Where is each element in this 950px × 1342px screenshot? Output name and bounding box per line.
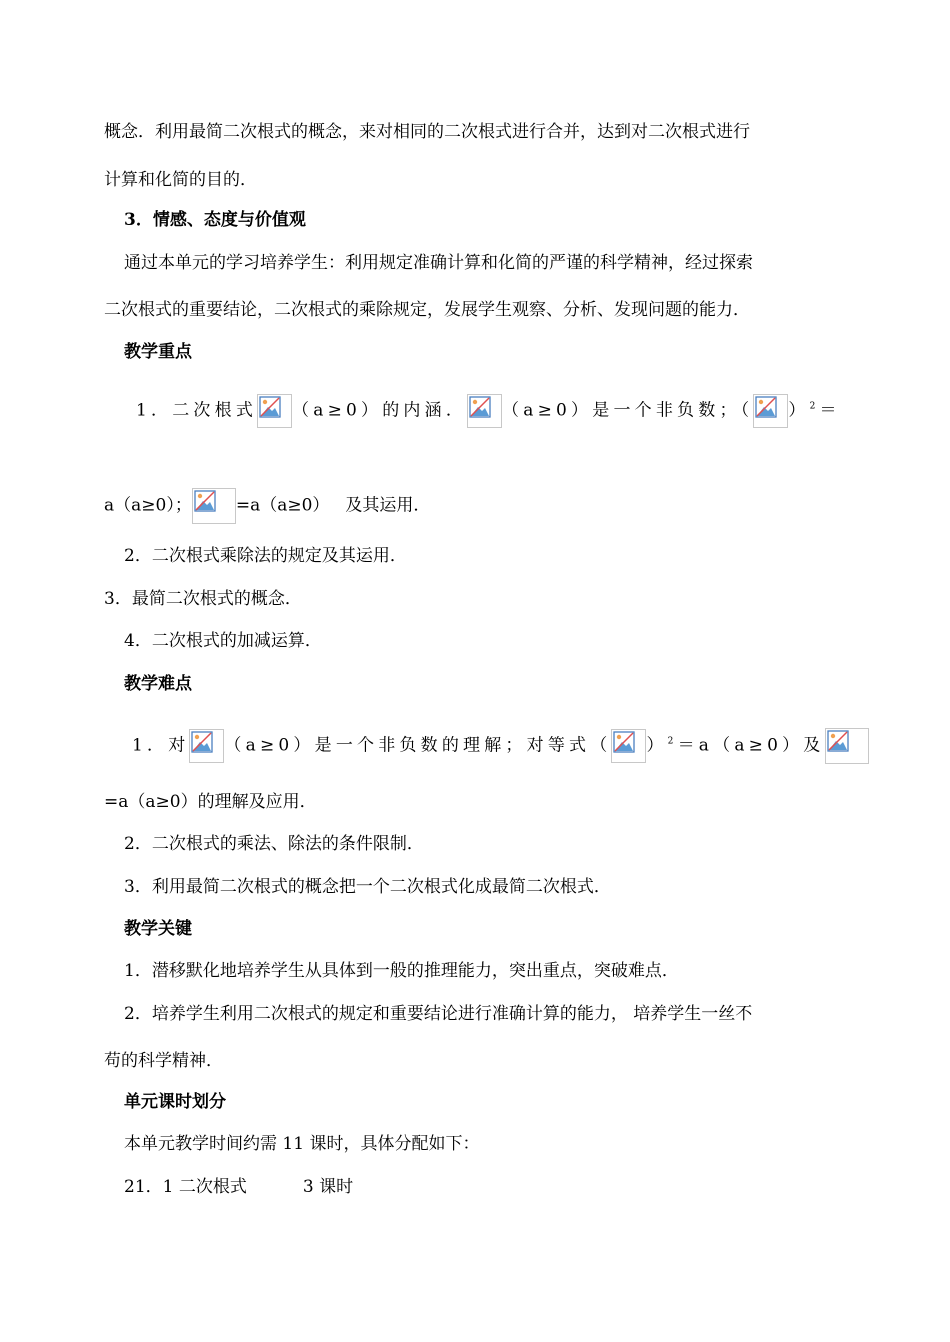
emotion-line-1: 通过本单元的学习培养学生：利用规定准确计算和化简的严谨的科学精神，经过探索 [124,253,753,273]
difficult-point-1-close-paren: ） [646,735,668,756]
emotion-line-2: 二次根式的重要结论，二次根式的乘除规定，发展学生观察、分析、发现问题的能力． [104,300,750,320]
schedule-row-1 [124,1176,353,1198]
key-point-1-text-b: 的内涵． [382,400,468,421]
difficult-point-2: 2．二次根式的乘法、除法的条件限制． [124,834,424,854]
key-point-1-superscript: 2 [809,401,820,412]
key-point-1-text-c: 是一个非负数；（ [592,400,754,421]
broken-image-icon [257,394,292,428]
difficult-points-title: 教学难点 [124,674,192,694]
key-point-1-text-a: 1．二次根式 [136,400,258,421]
broken-image-icon [189,729,224,763]
key-point-1-line-2-a: a（a≥0）； [104,495,192,516]
key-point-1-equals: ＝ [819,400,841,421]
schedule-row-1-hours: 3 课时 [302,1177,354,1197]
difficult-point-1-text-c: ＝a（a≥0）及 [677,735,825,756]
key-point-1-line-2 [104,488,430,524]
key-point-1-cond-1: （a≥0） [292,400,383,421]
schedule-row-1-section: 21．1 二次根式 [124,1177,247,1197]
difficult-point-1-line-1 [132,728,869,764]
difficult-point-1-text-b: 是一个非负数的理解；对等式（ [314,735,612,756]
key-point-1-cond-2: （a≥0） [502,400,593,421]
broken-image-icon [611,729,646,763]
difficult-point-3: 3．利用最简二次根式的概念把一个二次根式化成最简二次根式． [124,877,611,897]
key-point-2: 2．二次根式乘除法的规定及其运用． [124,546,407,566]
key-point-1-line-2-b: =a（a≥0） [235,495,330,516]
key-skill-2-line-2: 苟的科学精神． [104,1051,223,1071]
schedule-intro: 本单元教学时间约需 11 课时，具体分配如下： [124,1134,480,1154]
section-3-title: 3．情感、态度与价值观 [124,210,306,230]
key-skill-1: 1．潜移默化地培养学生从具体到一般的推理能力，突出重点，突破难点． [124,961,679,981]
key-points-title: 教学重点 [124,342,192,362]
difficult-point-1-text-a: 1．对 [132,735,190,756]
broken-image-icon [467,394,502,428]
key-skill-2-line-1: 2．培养学生利用二次根式的规定和重要结论进行准确计算的能力， 培养学生一丝不 [124,1004,753,1024]
concept-line-1: 概念．利用最简二次根式的概念，来对相同的二次根式进行合并，达到对二次根式进行 [104,122,750,142]
concept-line-2: 计算和化简的目的． [104,170,257,190]
difficult-point-1-line-2: =a（a≥0）的理解及应用． [104,792,317,812]
key-point-1-close-paren: ） [788,400,810,421]
broken-image-icon [192,488,236,524]
key-point-1-line-2-c: 及其运用． [345,495,431,516]
broken-image-icon [825,728,869,764]
key-skills-title: 教学关键 [124,919,192,939]
schedule-title: 单元课时划分 [124,1092,226,1112]
difficult-point-1-superscript: 2 [667,736,678,747]
key-point-1-line-1 [136,394,841,428]
difficult-point-1-cond: （a≥0） [224,735,315,756]
key-point-4: 4．二次根式的加减运算． [124,631,322,651]
key-point-3: 3．最简二次根式的概念． [104,589,302,609]
broken-image-icon [753,394,788,428]
